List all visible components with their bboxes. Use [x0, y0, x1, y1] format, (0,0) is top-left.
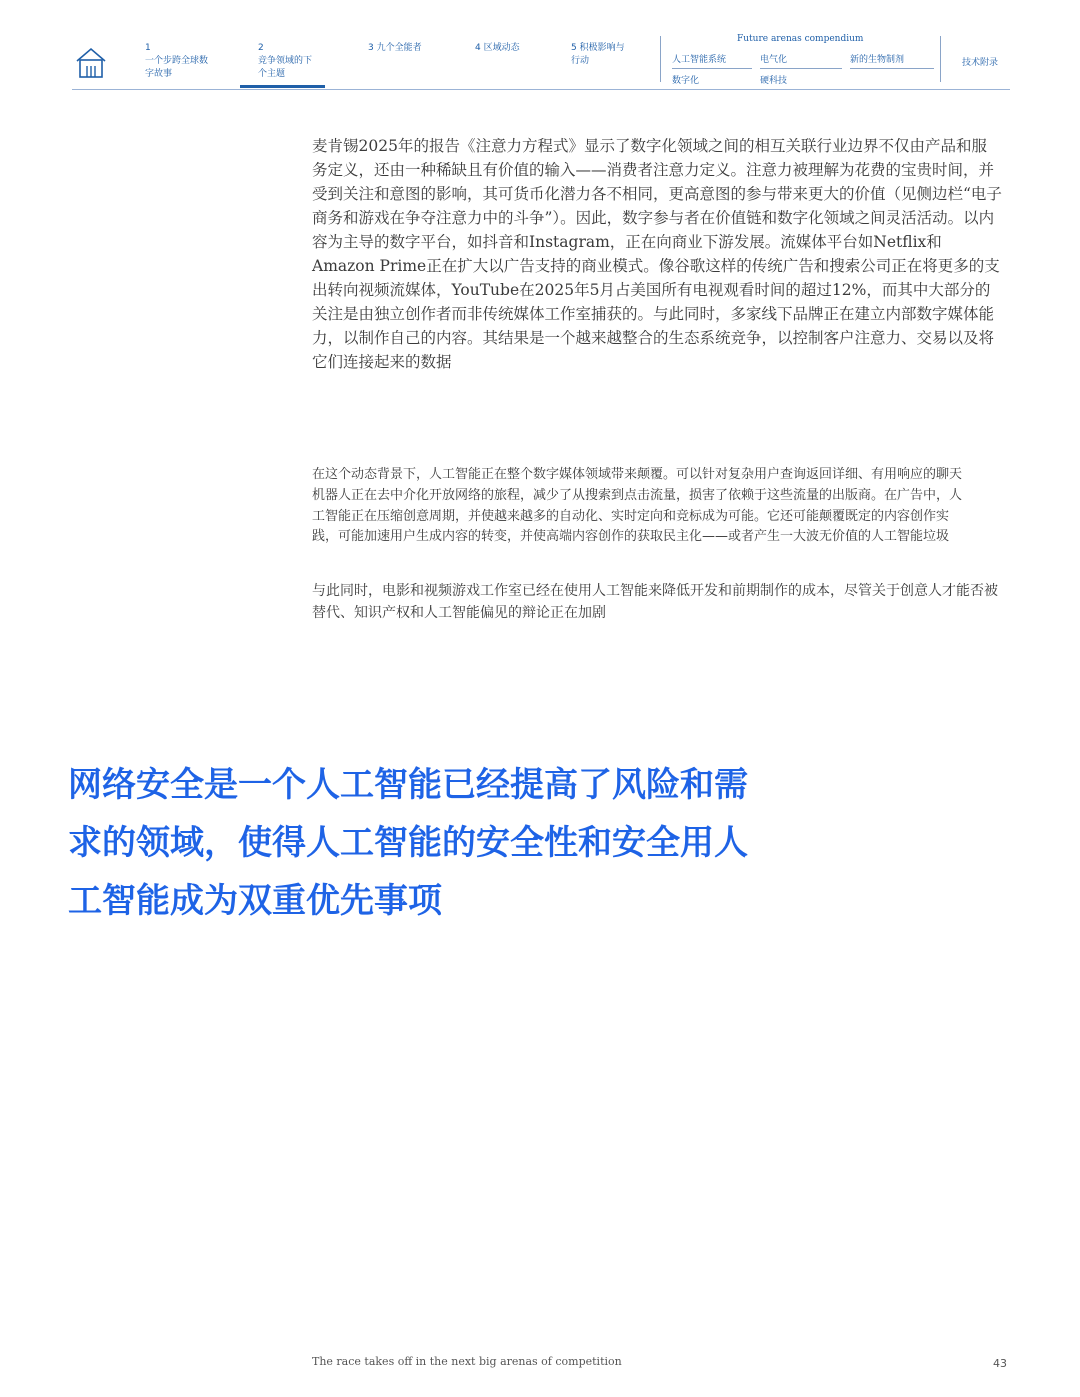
nav-item-label: 积极影响与行动 [571, 43, 625, 66]
top-navigation [0, 0, 1080, 92]
nav-item-1[interactable] [145, 42, 215, 81]
nav-item-2[interactable] [258, 42, 320, 81]
nav-divider [940, 36, 941, 82]
nav-item-label: 一个步跨全球数字故事 [145, 56, 209, 79]
home-icon[interactable] [74, 46, 108, 80]
tech-appendix-link[interactable]: 技术附录 [962, 58, 999, 68]
compendium-item-digital[interactable]: 数字化 [672, 76, 700, 86]
nav-item-3[interactable] [368, 42, 424, 55]
compendium-item-hardtech[interactable]: 硬科技 [760, 76, 788, 86]
nav-rule [72, 89, 1010, 90]
active-tab-indicator [240, 85, 325, 88]
nav-item-number: 1 [145, 43, 151, 53]
nav-item-label: 竞争领域的下个主题 [258, 56, 313, 79]
body-paragraph-1: 麦肯锡2025年的报告《注意力方程式》显示了数字化领域之间的相互关联行业边界不仅由产品和服务定义，还由一种稀缺且有价值的输入——消费者注意力定义。注意力被理解为花费的宝贵时间，并受到关注和意图的影响，其可货币化潜力各不相同，更高意图的参与带来更大的价值（见侧边栏“电子商务和游戏在争夺注意力中的斗争”）。因此，数字参与者在价值链和数字化领域之间灵活活动。以内容为主导的数字平台，如抖音和Instagram，正在向商业下游发展。流媒体平台如Netflix和Amazon Prime正在扩大以广告支持的商业模式。像谷歌这样的传统广告和搜索公司正在将更多的支出转向视频流媒体，YouTube在2025年5月占美国所有电视观看时间的超过12%，而其中大部分的关注是由独立创作者而非传统媒体工作室捕获的。与此同时，多家线下品牌正在建立内部数字媒体能力，以制作自己的内容。其结果是一个越来越整合的生态系统竞争，以控制客户注意力、交易以及将它们连接起来的数据 [312, 137, 1002, 371]
nav-item-label: 区域动态 [483, 43, 520, 53]
body-paragraph-2: 在这个动态背景下，人工智能正在整个数字媒体领域带来颠覆。可以针对复杂用户查询返回详细、有用响应的聊天机器人正在去中介化开放网络的旅程，减少了从搜索到点击流量，损害了依赖于这些流量的出版商。在广告中，人工智能正在压缩创意周期，并使越来越多的自动化、实时定向和竞标成为可能。它还可能颠覆既定的内容创作实践，可能加速用户生成内容的转变，并使高端内容创作的获取民主化——或者产生一大波无价值的人工智能垃圾 [312, 467, 963, 545]
nav-item-4[interactable] [475, 42, 523, 55]
nav-item-number: 5 [571, 43, 577, 53]
body-paragraph-3: 与此同时，电影和视频游戏工作室已经在使用人工智能来降低开发和前期制作的成本，尽管关于创意人才能否被替代、知识产权和人工智能偏见的辩论正在加剧 [312, 583, 998, 621]
compendium-title: Future arenas compendium [737, 34, 864, 44]
compendium-item-ai[interactable]: 人工智能系统 [672, 52, 752, 69]
nav-item-number: 4 [475, 43, 481, 53]
nav-item-label: 九个全能者 [376, 43, 422, 53]
pull-quote-headline: 网络安全是一个人工智能已经提高了风险和需求的领域，使得人工智能的安全性和安全用人工智能成为双重优先事项 [68, 765, 748, 921]
footer-running-title: The race takes off in the next big arenas of competition [312, 1355, 622, 1368]
page-number: 43 [993, 1357, 1007, 1370]
nav-item-number: 2 [258, 43, 264, 53]
nav-item-number: 3 [368, 43, 374, 53]
nav-divider [660, 36, 661, 82]
compendium-item-electrification[interactable]: 电气化 [760, 52, 842, 69]
compendium-item-biologics[interactable]: 新的生物制剂 [850, 52, 934, 69]
nav-item-5[interactable] [571, 42, 627, 68]
